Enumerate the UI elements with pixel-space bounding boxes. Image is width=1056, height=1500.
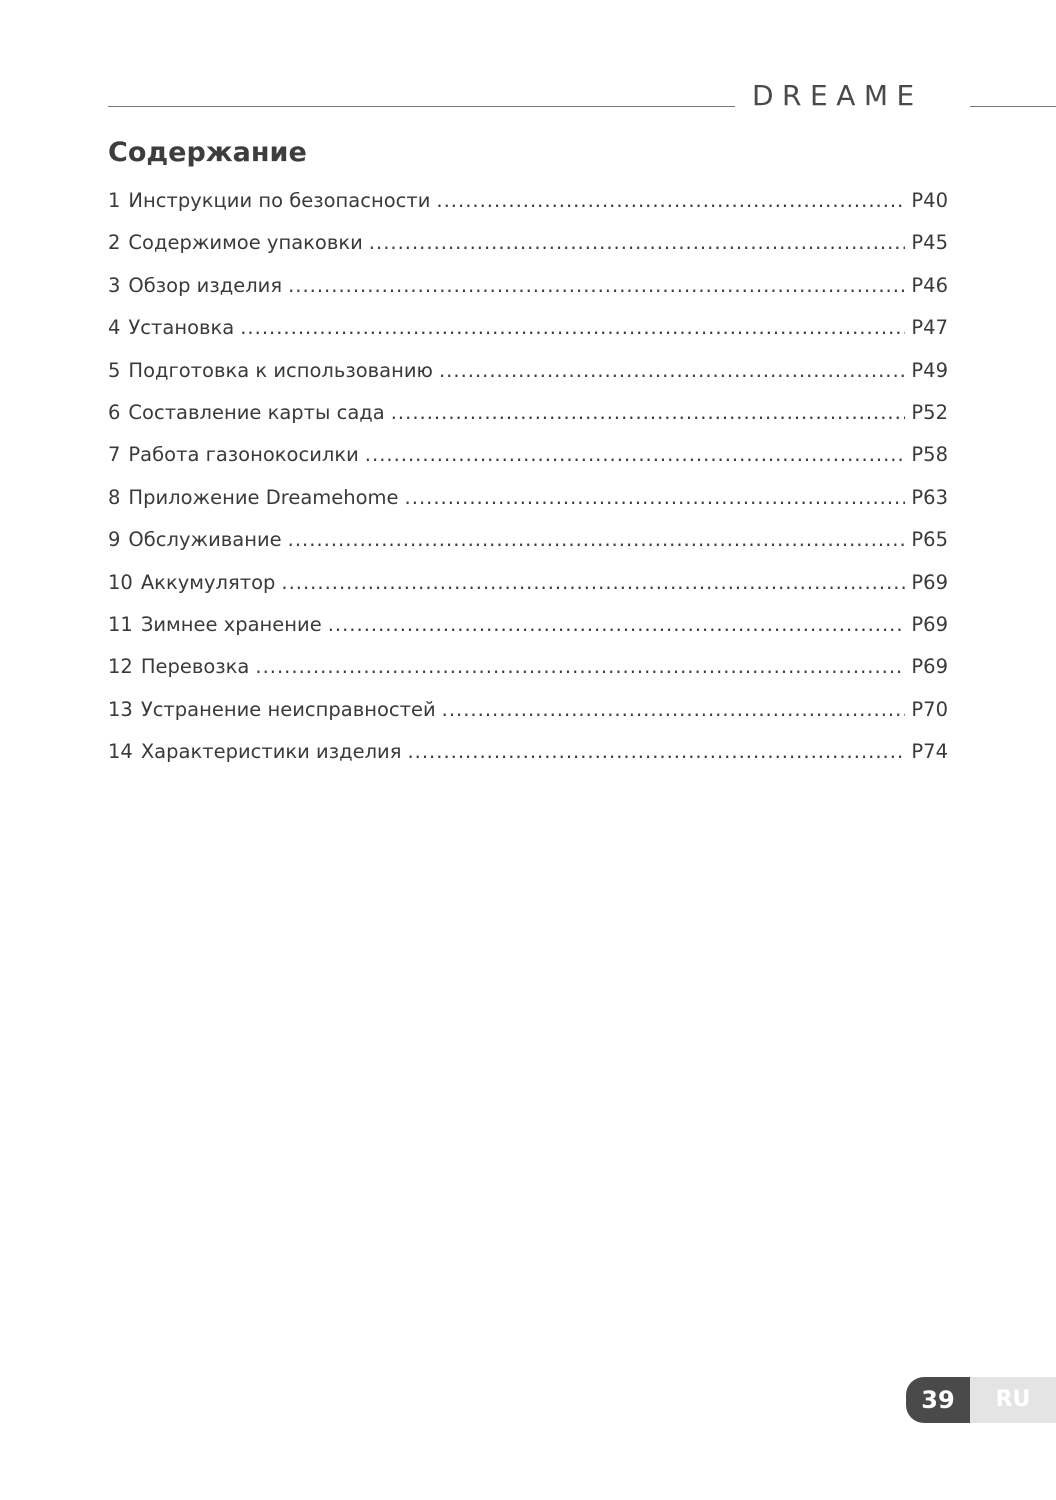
toc-item-page: P40 bbox=[911, 189, 948, 212]
toc-item[interactable] bbox=[108, 350, 948, 392]
header-divider-right bbox=[970, 106, 1056, 107]
toc-item[interactable] bbox=[108, 307, 948, 349]
toc-item-page: P58 bbox=[911, 443, 948, 467]
table-of-contents bbox=[108, 180, 948, 773]
toc-leader-dots bbox=[369, 222, 906, 264]
toc-leader-dots bbox=[442, 689, 906, 731]
toc-item-page: P65 bbox=[911, 528, 948, 552]
toc-item-page: P46 bbox=[911, 273, 948, 297]
toc-item-number: 2 bbox=[108, 231, 121, 255]
toc-item-page: P69 bbox=[911, 655, 948, 679]
toc-item-number: 4 bbox=[108, 316, 121, 340]
toc-item-number: 9 bbox=[108, 528, 121, 552]
toc-item-page: P70 bbox=[911, 697, 948, 721]
toc-item[interactable] bbox=[108, 562, 948, 604]
toc-item-number: 1 bbox=[108, 189, 121, 212]
toc-leader-dots bbox=[439, 350, 905, 392]
toc-item[interactable] bbox=[108, 477, 948, 519]
toc-item[interactable] bbox=[108, 646, 948, 688]
toc-item-title: Инструкции по безопасности bbox=[128, 189, 431, 212]
toc-item-number: 10 bbox=[108, 570, 133, 594]
toc-leader-dots bbox=[281, 562, 905, 604]
toc-item-title: Составление карты сада bbox=[128, 400, 385, 424]
toc-item-title: Приложение Dreamehome bbox=[128, 485, 399, 509]
toc-item-title: Подготовка к использованию bbox=[128, 358, 433, 382]
toc-item[interactable] bbox=[108, 604, 948, 646]
toc-leader-dots bbox=[436, 180, 905, 222]
toc-item-page: P52 bbox=[911, 400, 948, 424]
toc-item-number: 5 bbox=[108, 358, 121, 382]
toc-item-title: Обслуживание bbox=[128, 528, 282, 552]
toc-leader-dots bbox=[365, 434, 906, 476]
toc-item-title: Перевозка bbox=[140, 655, 250, 679]
toc-leader-dots bbox=[407, 731, 905, 773]
toc-item-page: P69 bbox=[911, 570, 948, 594]
toc-item-number: 12 bbox=[108, 655, 133, 679]
toc-item-page: P49 bbox=[911, 358, 948, 382]
toc-leader-dots bbox=[391, 392, 906, 434]
toc-item-number: 14 bbox=[108, 740, 133, 764]
toc-item[interactable] bbox=[108, 265, 948, 307]
toc-leader-dots bbox=[255, 646, 905, 688]
toc-item[interactable] bbox=[108, 180, 948, 222]
toc-leader-dots bbox=[288, 519, 906, 561]
toc-item[interactable] bbox=[108, 731, 948, 773]
toc-item[interactable] bbox=[108, 689, 948, 731]
toc-item-page: P47 bbox=[911, 316, 948, 340]
toc-item-title: Характеристики изделия bbox=[140, 740, 402, 764]
toc-item[interactable] bbox=[108, 222, 948, 264]
toc-item-number: 8 bbox=[108, 485, 121, 509]
toc-item[interactable] bbox=[108, 392, 948, 434]
toc-item-title: Установка bbox=[128, 316, 235, 340]
toc-item-number: 13 bbox=[108, 697, 133, 721]
toc-item[interactable] bbox=[108, 434, 948, 476]
brand-logo: DREAME bbox=[752, 79, 923, 112]
toc-item-page: P45 bbox=[911, 231, 948, 255]
toc-item-page: P63 bbox=[911, 485, 948, 509]
toc-item-number: 3 bbox=[108, 273, 121, 297]
toc-item-number: 6 bbox=[108, 400, 121, 424]
page-title: Содержание bbox=[108, 137, 307, 168]
language-badge: RU bbox=[970, 1377, 1056, 1423]
toc-item-number: 7 bbox=[108, 443, 121, 467]
toc-leader-dots bbox=[240, 307, 905, 349]
toc-leader-dots bbox=[328, 604, 906, 646]
toc-item-title: Обзор изделия bbox=[128, 273, 283, 297]
toc-item-title: Устранение неисправностей bbox=[140, 697, 436, 721]
toc-item-page: P69 bbox=[911, 612, 948, 636]
header-divider-left bbox=[108, 106, 735, 107]
toc-leader-dots bbox=[405, 477, 906, 519]
toc-item-number: 11 bbox=[108, 612, 133, 636]
toc-item-page: P74 bbox=[911, 740, 948, 764]
toc-item[interactable] bbox=[108, 519, 948, 561]
page-number-badge: 39 bbox=[906, 1377, 970, 1423]
toc-leader-dots bbox=[288, 265, 905, 307]
toc-item-title: Содержимое упаковки bbox=[128, 231, 363, 255]
toc-item-title: Работа газонокосилки bbox=[128, 443, 359, 467]
toc-item-title: Аккумулятор bbox=[140, 570, 276, 594]
toc-item-title: Зимнее хранение bbox=[140, 612, 322, 636]
